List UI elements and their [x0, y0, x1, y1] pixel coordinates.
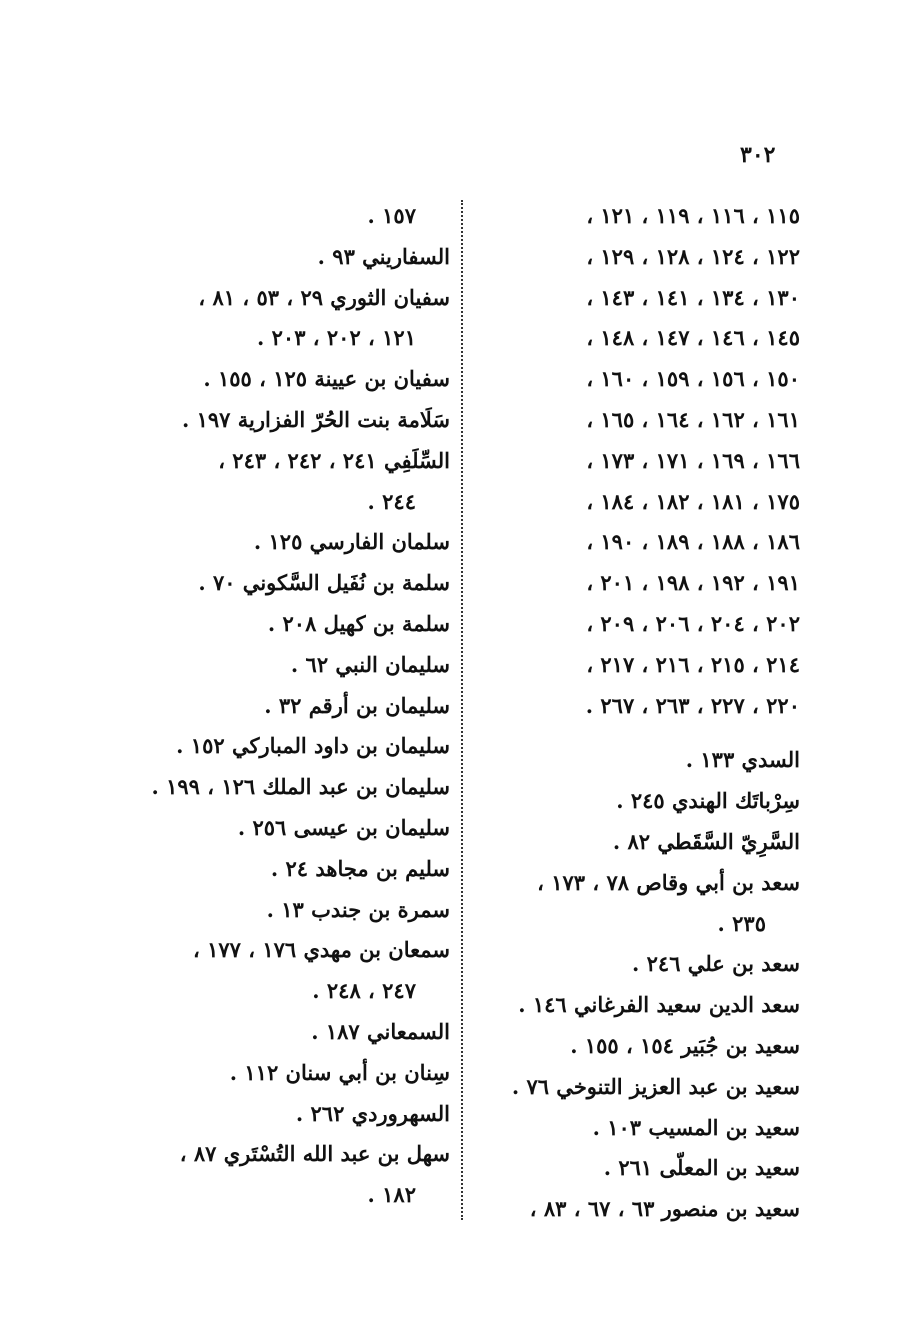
index-entry: سمعان بن مهدي ١٧٦ ، ١٧٧ ،: [192, 937, 450, 963]
index-entry: سفيان بن عيينة ١٢٥ ، ١٥٥ .: [203, 366, 450, 392]
index-line: ١٩١ ، ١٩٢ ، ١٩٨ ، ٢٠١ ،: [586, 570, 800, 596]
index-entry: سعيد بن منصور ٦٣ ، ٦٧ ، ٨٣ ،: [529, 1196, 800, 1222]
index-column-right: [470, 196, 800, 1230]
index-line: ٢١٤ ، ٢١٥ ، ٢١٦ ، ٢١٧ ،: [586, 651, 800, 677]
index-entry: السدي ١٣٣ .: [685, 747, 800, 773]
index-entry: سِنان بن أبي سنان ١١٢ .: [229, 1059, 450, 1085]
index-entry: سمرة بن جندب ١٣ .: [266, 896, 450, 922]
index-line: ١١٥ ، ١١٦ ، ١١٩ ، ١٢١ ،: [586, 203, 800, 228]
index-entry: سلمة بن كهيل ٢٠٨ .: [267, 610, 450, 636]
index-entry: سليمان بن أرقم ٣٢ .: [264, 692, 450, 718]
index-entry: سلمان الفارسي ١٢٥ .: [253, 529, 450, 555]
index-line: ١٢٢ ، ١٢٤ ، ١٢٨ ، ١٢٩ ،: [586, 243, 800, 269]
index-entry: السهروردي ٢٦٢ .: [295, 1100, 450, 1126]
index-line: ٢٠٢ ، ٢٠٤ ، ٢٠٦ ، ٢٠٩ ،: [586, 610, 800, 636]
index-line: ١٣٠ ، ١٣٤ ، ١٤١ ، ١٤٣ ،: [586, 284, 800, 310]
index-line: ١٥٠ ، ١٥٦ ، ١٥٩ ، ١٦٠ ،: [586, 366, 800, 392]
index-entry: السمعاني ١٨٧ .: [311, 1018, 450, 1044]
index-entry: سليم بن مجاهد ٢٤ .: [270, 855, 450, 881]
index-entry: السَّرِيّ السَّقَطي ٨٢ .: [612, 828, 800, 854]
index-entry: سعيد بن عبد العزيز التنوخي ٧٦ .: [511, 1073, 800, 1099]
index-entry: سلمة بن نُفَيل السَّكوني ٧٠ .: [198, 570, 450, 596]
index-entry-continuation: ١٥٧ .: [367, 203, 416, 228]
block-gap: [470, 726, 800, 740]
index-line: ١٨٦ ، ١٨٨ ، ١٨٩ ، ١٩٠ ،: [586, 529, 800, 555]
index-entry-continuation: ٢٤٧ ، ٢٤٨ .: [312, 978, 416, 1004]
index-entry-continuation: ٢٤٤ .: [367, 488, 416, 514]
index-entry: سليمان بن عبد الملك ١٢٦ ، ١٩٩ .: [151, 774, 450, 800]
index-entry-continuation: ١٢١ ، ٢٠٢ ، ٢٠٣ .: [257, 325, 416, 351]
index-line: ١٧٥ ، ١٨١ ، ١٨٢ ، ١٨٤ ،: [586, 488, 800, 514]
index-entry: سَلَامة بنت الحُرّ الفزارية ١٩٧ .: [181, 406, 450, 432]
page-number: ٣٠٢: [740, 142, 776, 168]
index-entry: سعيد بن المعلّى ٢٦١ .: [603, 1155, 800, 1181]
index-entry: سعد بن علي ٢٤٦ .: [632, 951, 800, 977]
index-entry-continuation: ١٨٢ .: [367, 1182, 416, 1208]
index-entry: سليمان بن داود المباركي ١٥٢ .: [176, 733, 450, 759]
index-entry: سهل بن عبد الله التُسْتَري ٨٧ ،: [179, 1141, 450, 1167]
index-entry: سليمان بن عيسى ٢٥٦ .: [237, 814, 450, 840]
column-divider: [461, 200, 463, 1220]
index-line: ١٤٥ ، ١٤٦ ، ١٤٧ ، ١٤٨ ،: [586, 325, 800, 351]
index-line: ٢٢٠ ، ٢٢٧ ، ٢٦٣ ، ٢٦٧ .: [585, 692, 800, 718]
index-line: ١٦٦ ، ١٦٩ ، ١٧١ ، ١٧٣ ،: [586, 447, 800, 473]
index-entry: السفاريني ٩٣ .: [317, 243, 450, 269]
index-entry: سعد الدين سعيد الفرغاني ١٤٦ .: [518, 992, 800, 1018]
index-column-left: [120, 196, 450, 1216]
index-entry: سعيد بن جُبَير ١٥٤ ، ١٥٥ .: [570, 1032, 800, 1058]
index-entry: سعد بن أبي وقاص ٧٨ ، ١٧٣ ،: [537, 869, 800, 895]
index-entry: سعيد بن المسيب ١٠٣ .: [592, 1114, 800, 1140]
index-entry: سِرْباتَك الهندي ٢٤٥ .: [616, 788, 800, 814]
index-entry: سفيان الثوري ٢٩ ، ٥٣ ، ٨١ ،: [198, 284, 450, 310]
index-entry-continuation: ٢٣٥ .: [717, 910, 766, 936]
index-line: ١٦١ ، ١٦٢ ، ١٦٤ ، ١٦٥ ،: [586, 406, 800, 432]
index-entry: سليمان النبي ٦٢ .: [290, 651, 450, 677]
index-entry: السِّلَفِي ٢٤١ ، ٢٤٢ ، ٢٤٣ ،: [218, 447, 450, 473]
